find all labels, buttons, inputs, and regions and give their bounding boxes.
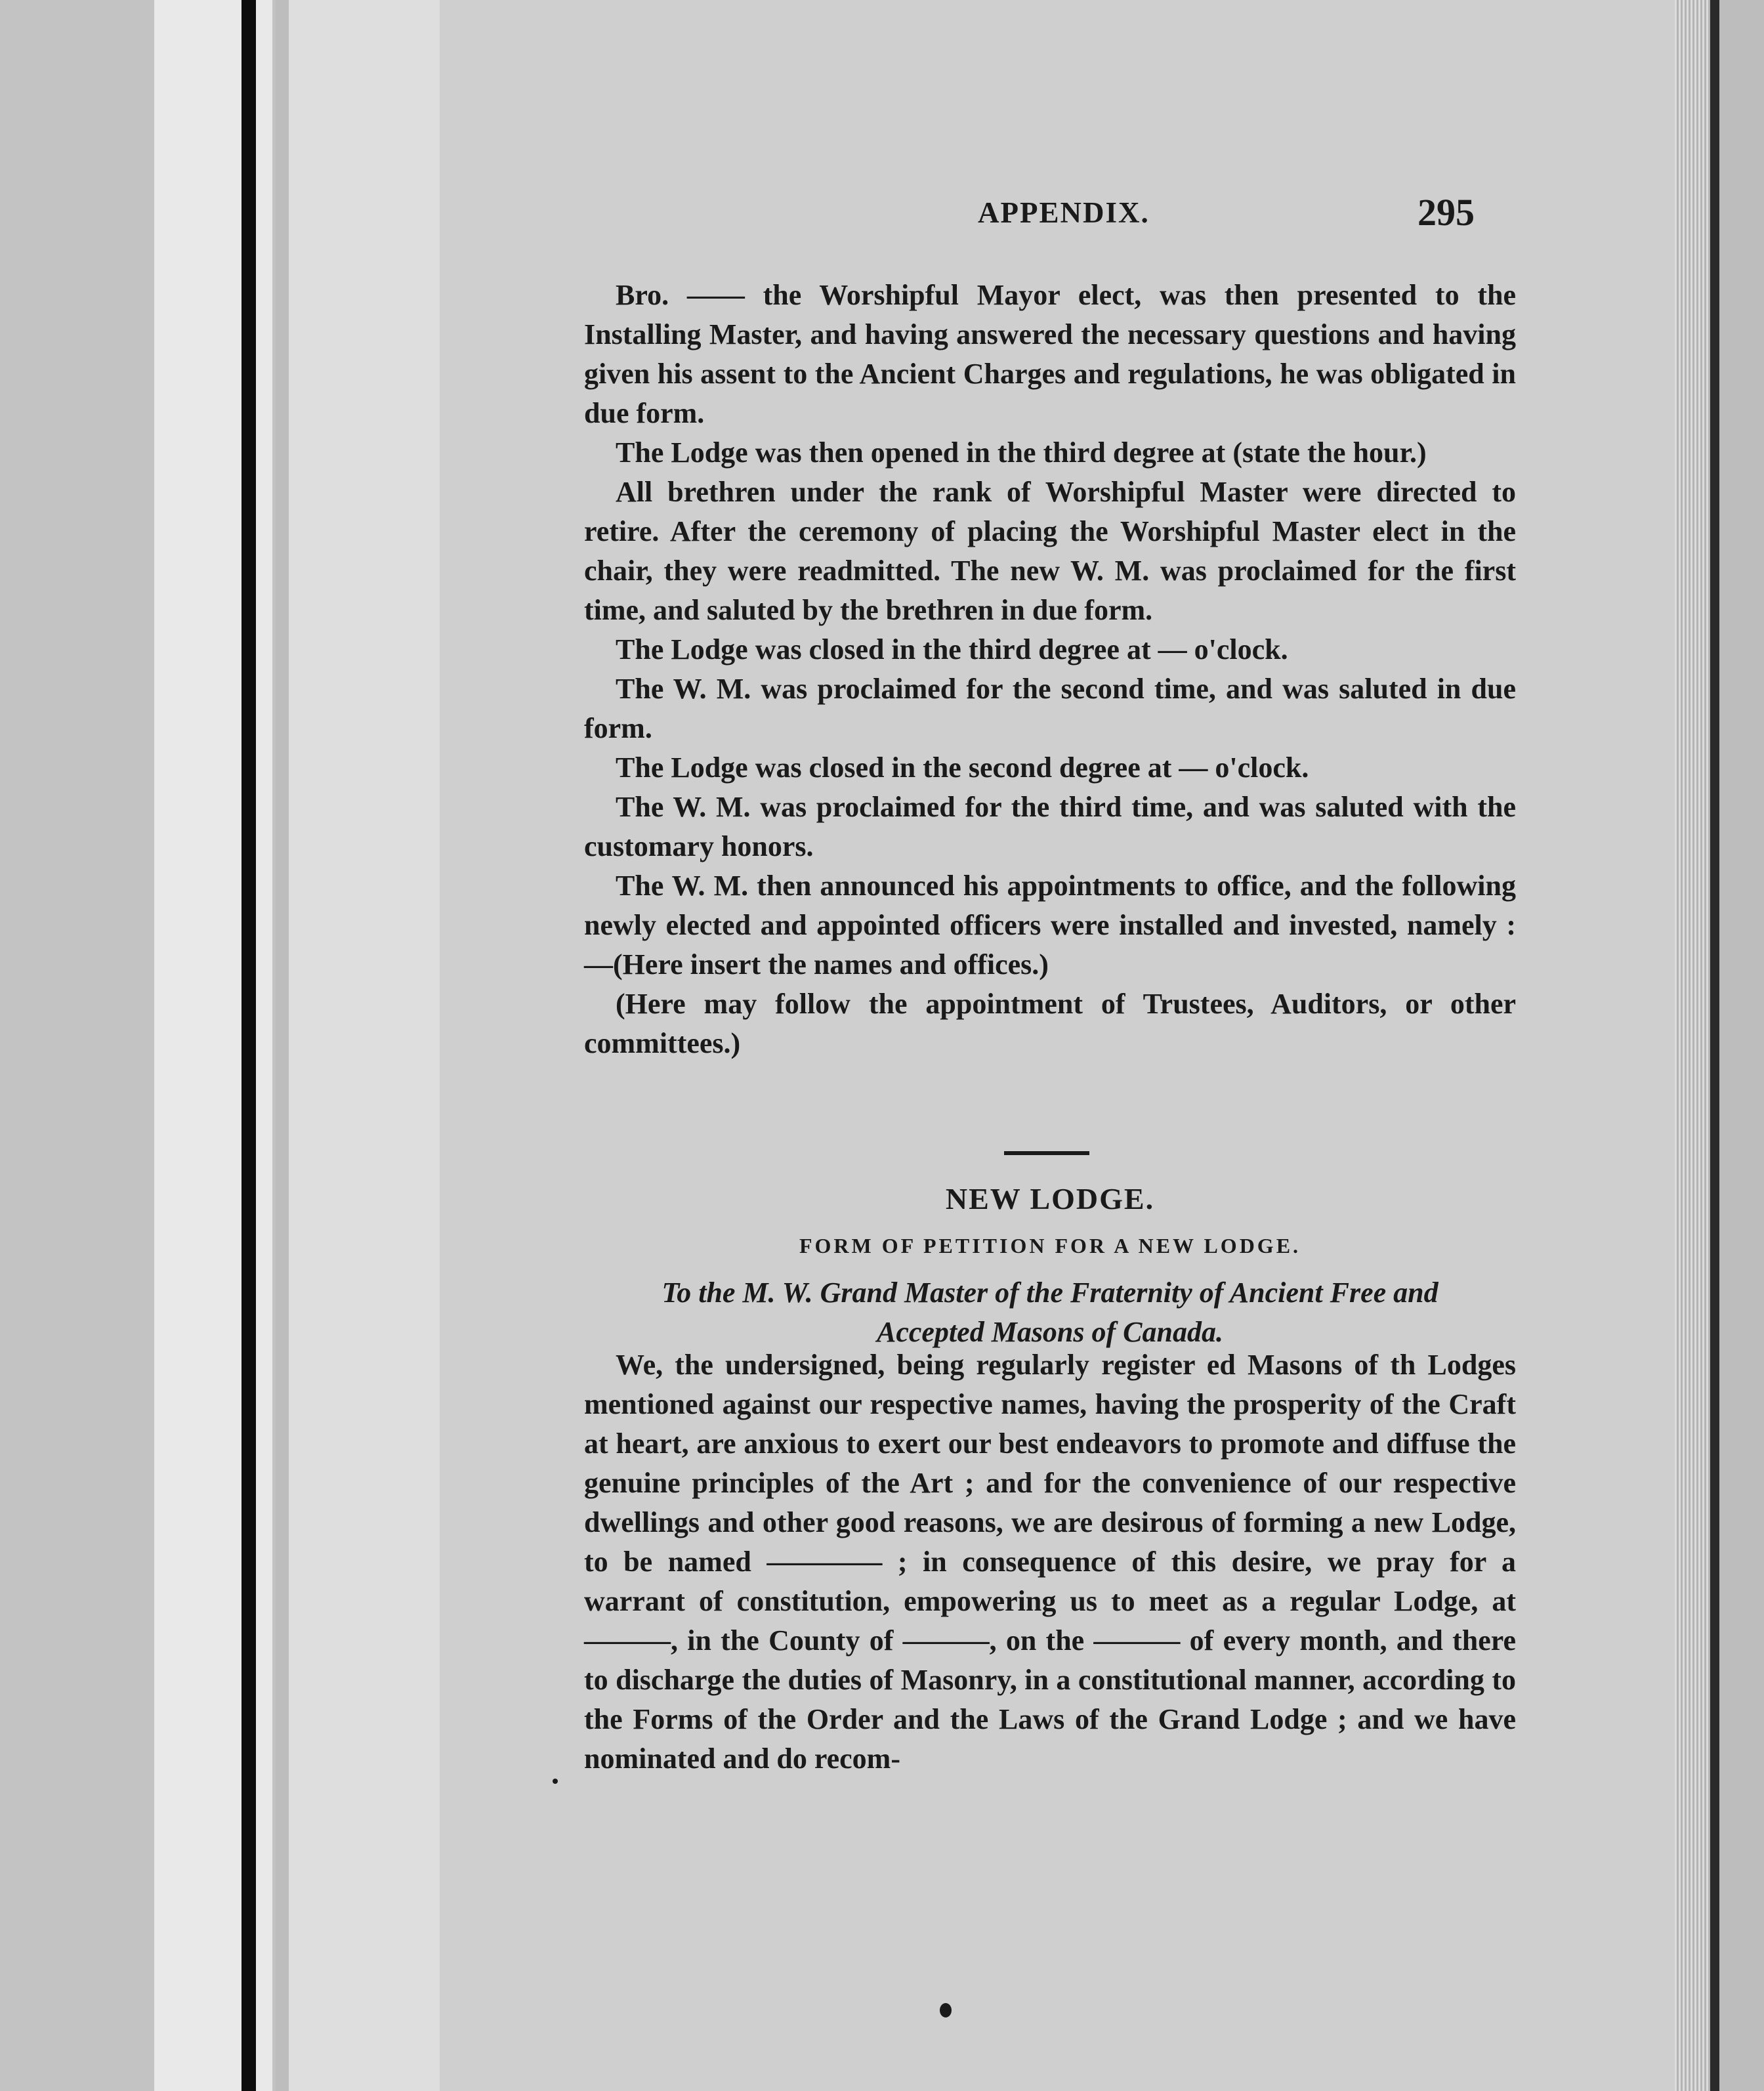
book-spine	[242, 0, 256, 2091]
section-divider	[1004, 1151, 1089, 1155]
petition-address	[584, 1273, 1516, 1352]
section-subtitle: FORM OF PETITION FOR A NEW LODGE.	[799, 1234, 1301, 1257]
paragraph: All brethren under the rank of Worshipful Master were directed to retire. After the ceremony of placing the Worshipful Master elect in the chair, they were readmitted. The new W. M. was proclaimed for the first time, and saluted by the brethren in due form.	[584, 476, 1516, 626]
body-text-top	[584, 276, 1516, 1063]
page-number: 295	[1418, 191, 1475, 234]
section-title: NEW LODGE.	[945, 1182, 1155, 1215]
paragraph: The W. M. then announced his appointments to office, and the following newly elected and appointed officers were installed and invested, namely :—(Here insert the names and offices.)	[584, 870, 1516, 981]
paragraph: The W. M. was proclaimed for the second time, and was saluted in due form.	[584, 673, 1516, 744]
paragraph: The Lodge was closed in the second degree at — o'clock.	[616, 751, 1309, 784]
paragraph: The Lodge was closed in the third degree at — o'clock.	[616, 633, 1288, 665]
gutter-strip	[289, 0, 440, 2091]
body-text-bottom	[584, 1345, 1516, 1779]
paragraph: (Here may follow the appointment of Trustees, Auditors, or other committees.)	[584, 988, 1516, 1059]
running-title: APPENDIX.	[978, 196, 1150, 229]
scan-speck	[553, 1779, 558, 1784]
address-line: Accepted Masons of Canada.	[877, 1316, 1223, 1348]
paragraph: The Lodge was then opened in the third degree at (state the hour.)	[616, 436, 1427, 469]
paragraph: The W. M. was proclaimed for the third time, and was saluted with the customary honors.	[584, 791, 1516, 862]
scan-border	[1710, 0, 1719, 2091]
address-line: To the M. W. Grand Master of the Fraternity of Ancient Free and	[662, 1277, 1438, 1309]
paragraph: Bro. —— the Worshipful Mayor elect, was then presented to the Installing Master, and having answered the necessary questions and having given his assent to the Ancient Charges and regulations, he was obligated in due form.	[584, 279, 1516, 429]
scan-speck	[940, 2003, 952, 2017]
paragraph: We, the undersigned, being regularly register ed Masons of th Lodges mentioned against our respective names, having the prosperity of the Craft at heart, are anxious to exert our best endeavors to promote and diffuse the genuine principles of the Art ; and for the convenience of our respective dwellings and other good reasons, we are desirous of forming a new Lodge, to be named ———— ; in consequence of this desire, we pray for a warrant of constitution, empowering us to meet as a regular Lodge, at ———, in the County of ———, on the ——— of every month, and there to discharge the duties of Masonry, in a constitutional manner, according to the Forms of the Order and the Laws of the Grand Lodge ; and we have nominated and do recom-	[584, 1349, 1516, 1775]
